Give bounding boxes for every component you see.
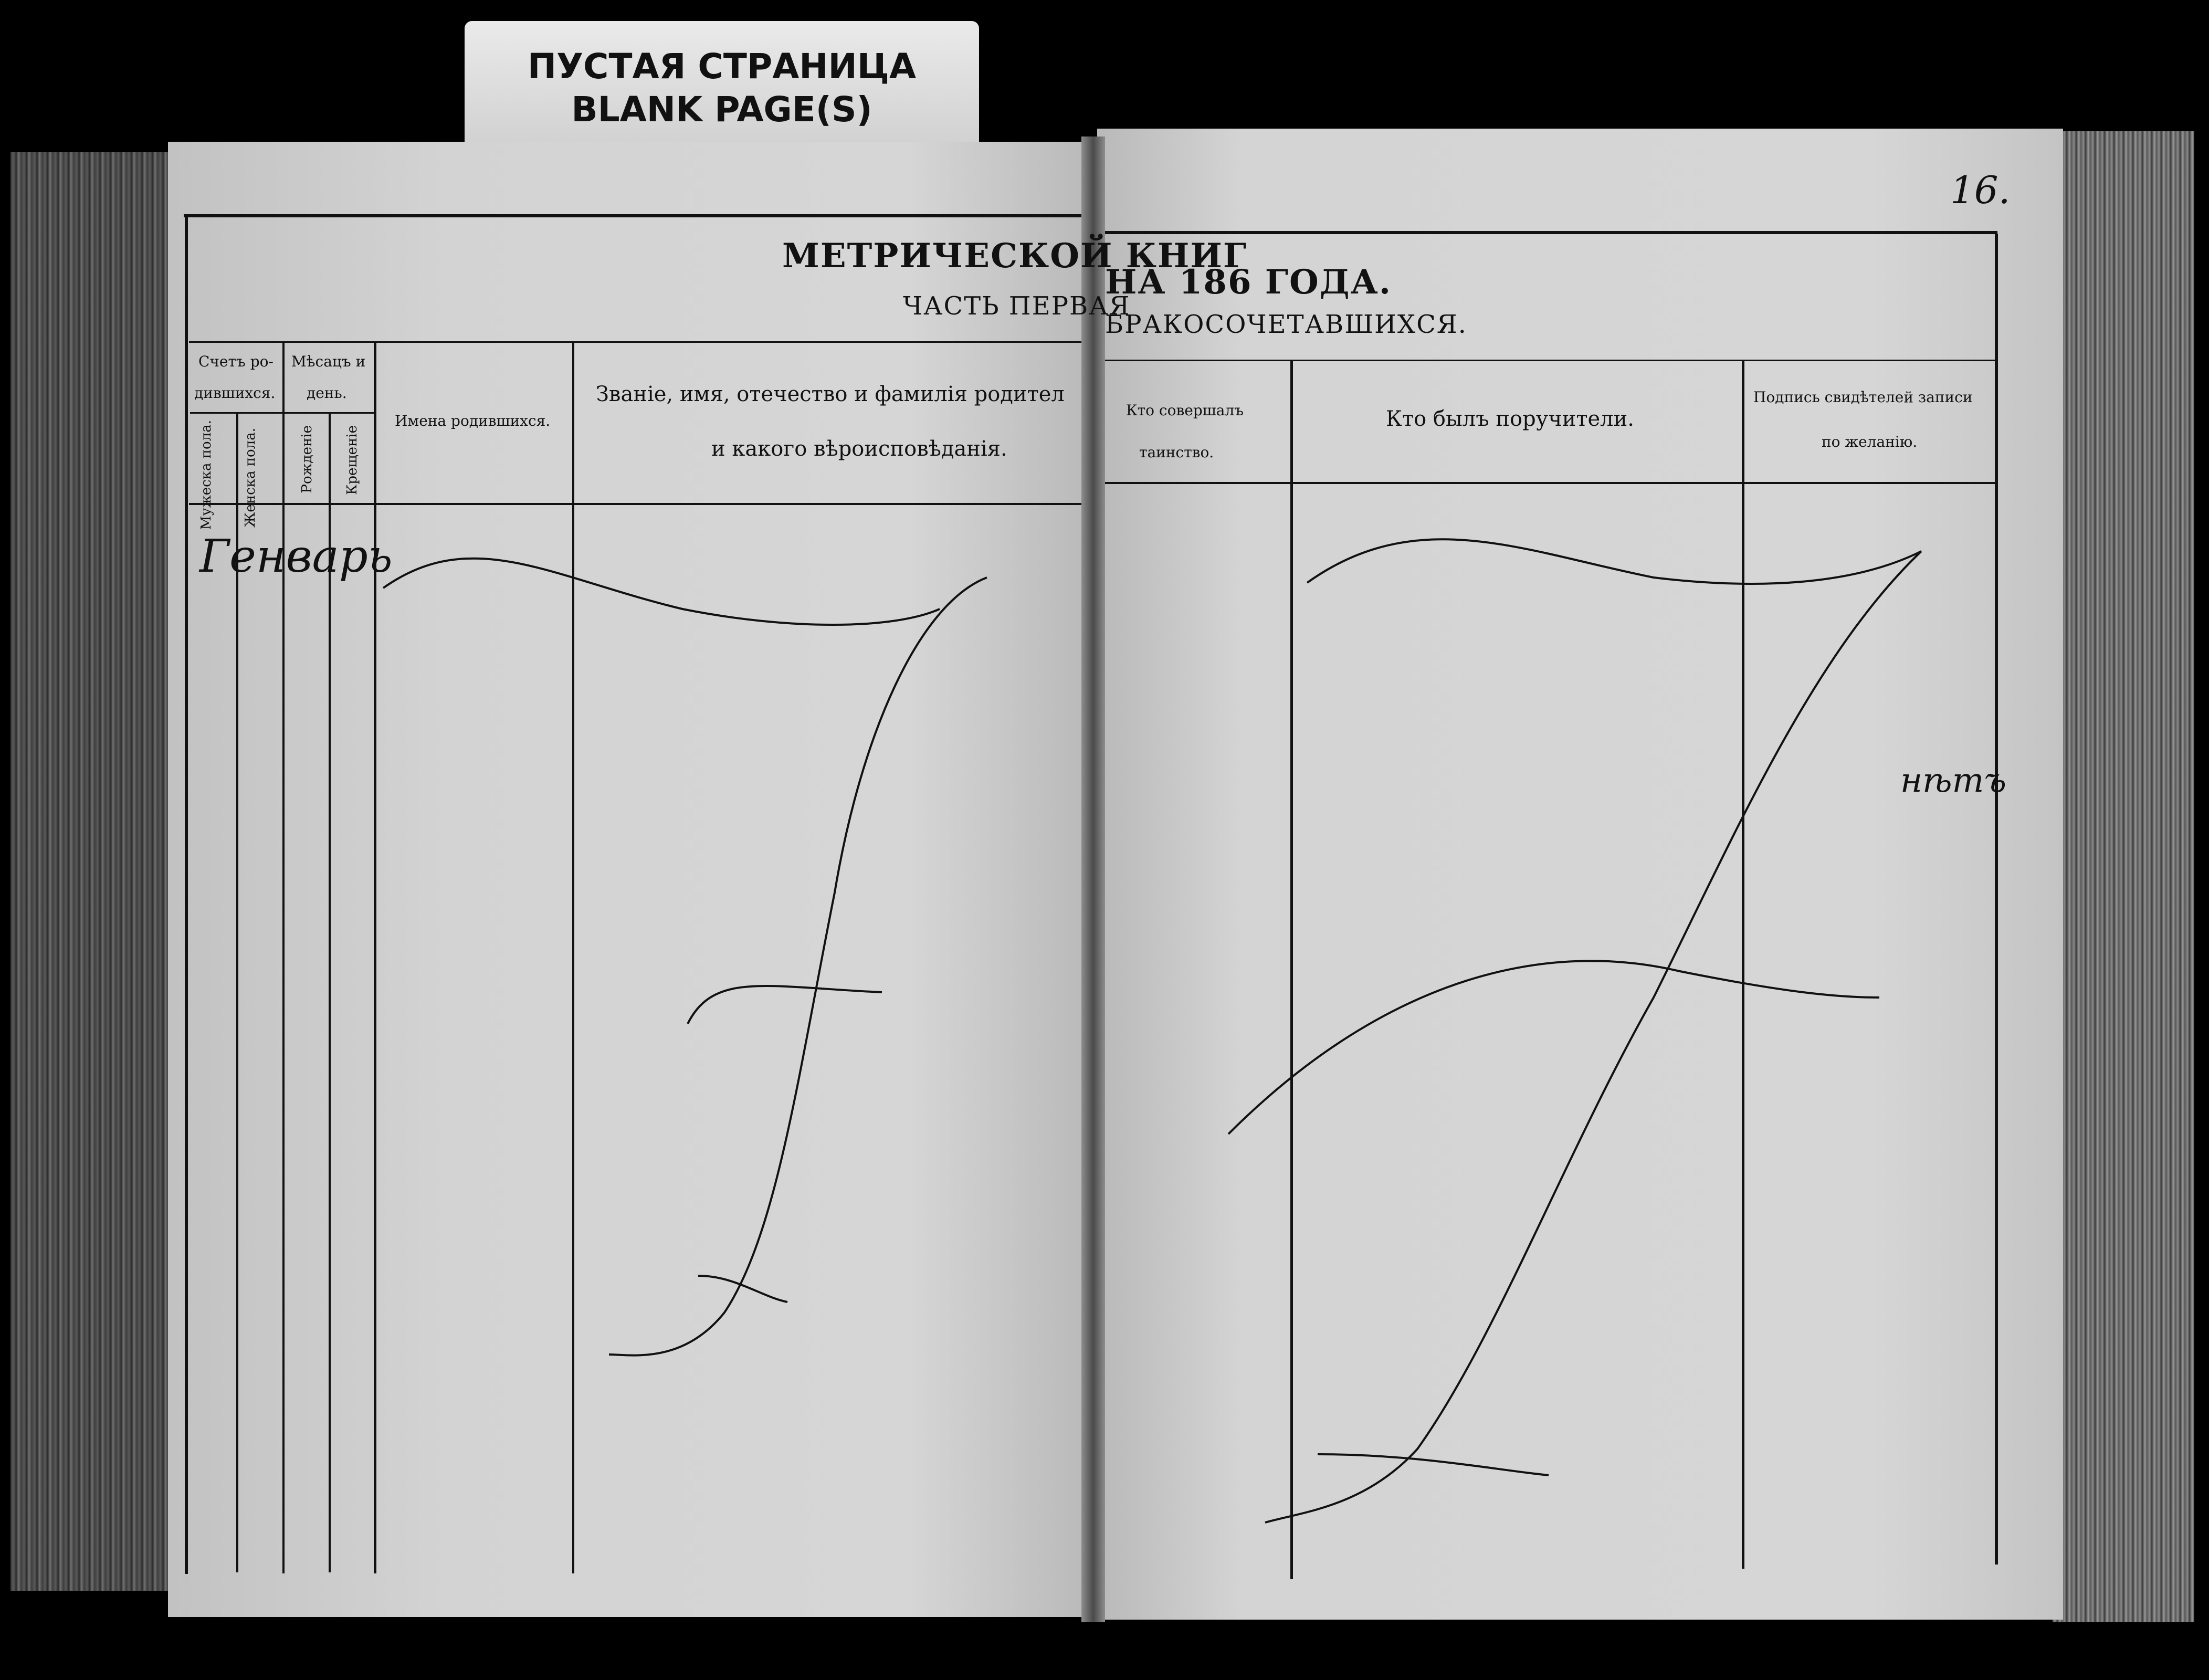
tab-line-en: BLANK PAGE(S) [571, 89, 872, 130]
col-parents-bottom: и какого вѣроисповѣданія. [711, 437, 1007, 461]
col-female: Женска пола. [243, 428, 258, 528]
left-heading: МЕТРИЧЕСКОЙ КНИГ [782, 236, 1248, 276]
handwritten-month: Генварь [199, 530, 393, 583]
right-diagonal [1265, 551, 1921, 1522]
right-foot [1318, 1454, 1549, 1475]
col-birth: Рожденіе [299, 425, 315, 494]
col-month-bottom: день. [307, 384, 347, 402]
col-male: Мужеска пола. [198, 420, 214, 530]
col-names: Имена родившихся. [395, 412, 551, 429]
col-witness-bottom: по желанію. [1822, 433, 1918, 450]
right-heading-year: НА 186 ГОДА. [1105, 262, 1392, 302]
left-cross [688, 986, 882, 1024]
col-count-bottom: дившихся. [194, 384, 276, 402]
right-swash [1307, 539, 1921, 584]
left-swash [383, 559, 940, 625]
handwritten-none: нѣтъ [1900, 761, 2006, 800]
col-month-top: Мѣсацъ и [291, 353, 366, 370]
col-performed-top: Кто совершалъ [1126, 402, 1244, 419]
left-subheading: ЧАСТЬ ПЕРВАЯ [903, 291, 1131, 321]
col-sponsors: Кто былъ поручители. [1386, 407, 1634, 431]
col-witness-top: Подпись свидѣтелей записи [1753, 388, 1973, 406]
right-cross [1228, 961, 1879, 1134]
page-number: 16. [1950, 168, 2011, 212]
col-performed-bottom: таинство. [1139, 444, 1214, 461]
left-diagonal [609, 578, 987, 1356]
right-subheading: БРАКОСОЧЕТАВШИХСЯ. [1105, 310, 1467, 339]
col-count-top: Счетъ ро- [198, 353, 274, 370]
col-baptism: Крещеніе [344, 425, 360, 495]
tab-line-ru: ПУСТАЯ СТРАНИЦА [527, 46, 917, 87]
col-parents-top: Званіе, имя, отечество и фамилія родител [596, 382, 1065, 406]
